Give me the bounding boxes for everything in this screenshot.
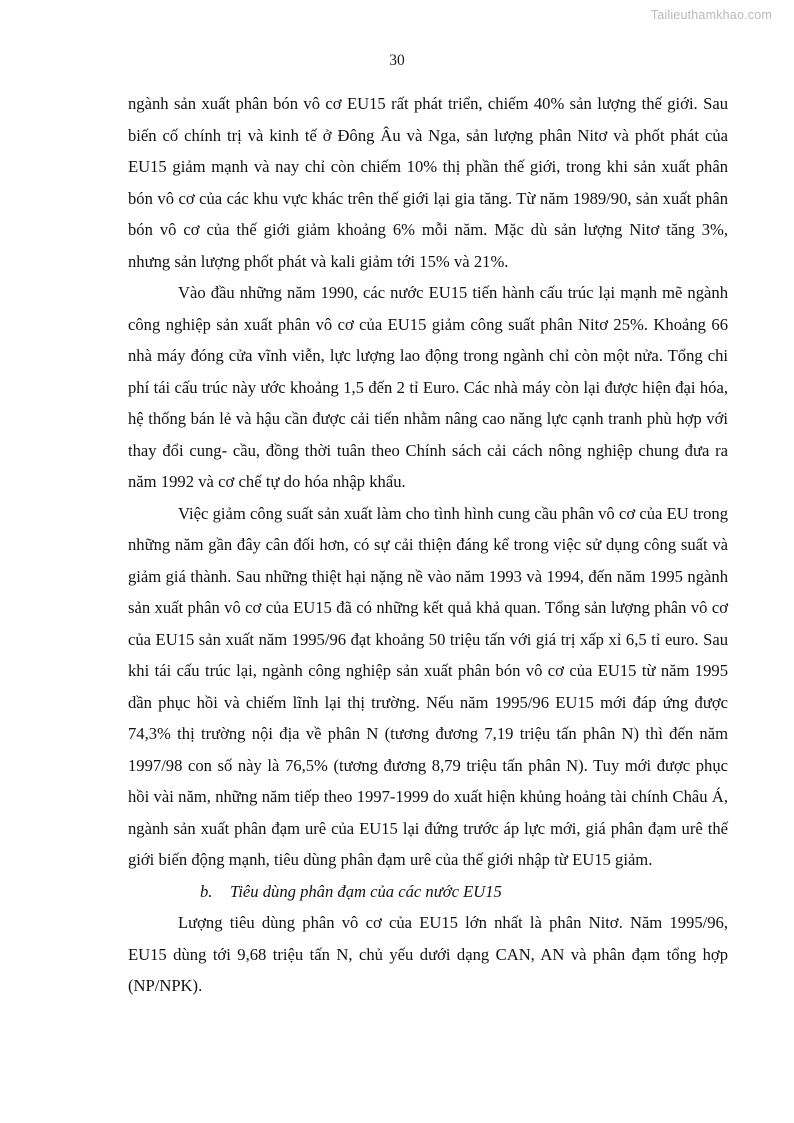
watermark-text: Tailieuthamkhao.com xyxy=(650,8,772,22)
body-paragraph-4: Lượng tiêu dùng phân vô cơ của EU15 lớn nhất là phân Nitơ. Năm 1995/96, EU15 dùng tới 9,68 triệu tấn N, chủ yếu dưới dạng CAN, AN và phân đạm tổng hợp (NP/NPK). xyxy=(128,913,728,995)
page-number: 30 xyxy=(389,52,405,69)
subheading-label: Tiêu dùng phân đạm của các nước EU15 xyxy=(230,881,502,901)
section-subheading xyxy=(128,876,728,908)
body-paragraph-1: ngành sản xuất phân bón vô cơ EU15 rất phát triển, chiếm 40% sản lượng thế giới. Sau biến cố chính trị và kinh tế ở Đông Âu và Nga, sản lượng phân Nitơ và phốt phát của EU15 giảm mạnh và nay chỉ còn chiếm 10% thị phần thế giới, trong khi sản xuất phân bón vô cơ của các khu vực khác trên thế giới lại gia tăng. Từ năm 1989/90, sản xuất phân bón vô cơ của thế giới giảm khoảng 6% mỗi năm. Mặc dù sản lượng Nitơ tăng 3%, nhưng sản lượng phốt phát và kali giảm tới 15% và 21%. xyxy=(128,94,728,271)
body-paragraph-3: Việc giảm công suất sản xuất làm cho tình hình cung cầu phân vô cơ của EU trong những năm gần đây cân đối hơn, có sự cải thiện đáng kể trong việc sử dụng công suất và giảm giá thành. Sau những thiệt hại nặng nề vào năm 1993 và 1994, đến năm 1995 ngành sản xuất phân vô cơ của EU15 đã có những kết quả khả quan. Tổng sản lượng phân vô cơ của EU15 sản xuất năm 1995/96 đạt khoảng 50 triệu tấn với giá trị xấp xỉ 6,5 tỉ euro. Sau khi tái cấu trúc lại, ngành công nghiệp sản xuất phân bón vô cơ của EU15 từ năm 1995 dần phục hồi và chiếm lĩnh lại thị trường. Nếu năm 1995/96 EU15 mới đáp ứng được 74,3% thị trường nội địa về phân N (tương đương 7,19 triệu tấn phân N) thì đến năm 1997/98 con số này là 76,5% (tương đương 8,79 triệu tấn phân N). Tuy mới được phục hồi vài năm, những năm tiếp theo 1997-1999 do xuất hiện khủng hoảng tài chính Châu Á, ngành sản xuất phân đạm urê của EU15 lại đứng trước áp lực mới, giá phân đạm urê thế giới biến động mạnh, tiêu dùng phân đạm urê của thế giới nhập từ EU15 giảm. xyxy=(128,503,729,869)
subheading-marker: b. xyxy=(200,881,213,901)
text-column xyxy=(128,88,728,1002)
body-paragraph-2: Vào đầu những năm 1990, các nước EU15 tiến hành cấu trúc lại mạnh mẽ ngành công nghiệp sản xuất phân vô cơ của EU15 giảm công suất phân Nitơ 25%. Khoảng 66 nhà máy đóng cửa vĩnh viễn, lực lượng lao động trong ngành chỉ còn một nửa. Tổng chi phí tái cấu trúc này ước khoảng 1,5 đến 2 tỉ Euro. Các nhà máy còn lại được hiện đại hóa, hệ thống bán lẻ và hậu cần được cải tiến nhằm nâng cao năng lực cạnh tranh phù hợp với thay đổi cung- cầu, đồng thời tuân theo Chính sách cải cách nông nghiệp chung đưa ra năm 1992 và cơ chế tự do hóa nhập khẩu. xyxy=(128,283,728,491)
